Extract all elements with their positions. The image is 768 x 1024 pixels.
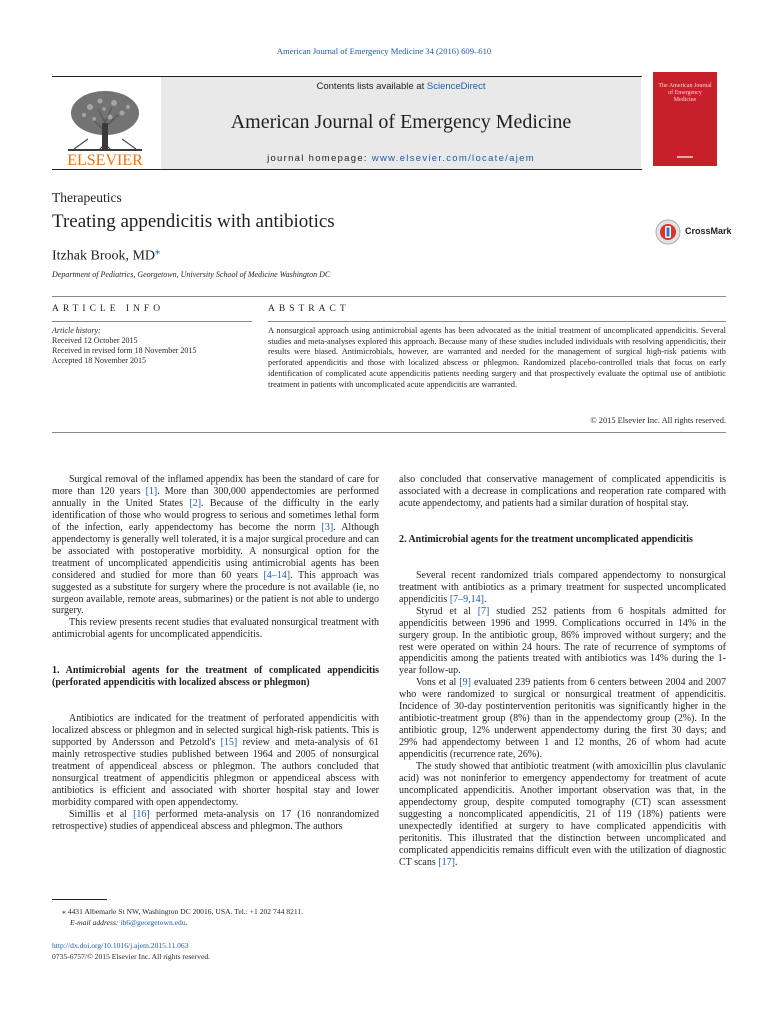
author-line [52,246,160,265]
author-email-link[interactable]: ib6@georgetown.edu [120,917,186,927]
journal-name: American Journal of Emergency Medicine [230,111,572,133]
history-accepted: Accepted 18 November 2015 [52,356,146,365]
contents-line [161,81,641,92]
abstract-heading: ABSTRACT [268,304,350,314]
body-right-column [399,474,726,869]
text-run: The study showed that antibiotic treatment (with amoxicillin plus clavulanic acid) was not noninferior to emergency appendectomy for treatment of acute uncomplicated appendicitis. Another important observation was that, in the appendectomy group, despite computed tomography (CT) scan assessment suggesting a noncomplicated appendicitis, 21 of 119 (18%) patients were unexpectedly identified at surgery to have complicated appendicitis with peritonitis. This illustrated that the distinction between uncomplicated and complicated appendicitis remains difficult even with the utilization of diagnostic CT scans [399,761,726,868]
text-run: . This approach was suggested as a substitute for surgery where the procedure is not available (ie, no surgeon available, remote areas, submarines) or the patient is not able to undergo surgery. [52,569,380,617]
top-divider [52,296,726,297]
text-run: . Because of the difficulty in the early identification of those who would progress to serious and sometimes lethal form of the infection, early appendectomy has become the norm [52,497,379,533]
article-history [52,326,252,366]
homepage-prefix: journal homepage: [267,153,372,164]
author-name: Itzhak Brook, MD [52,248,156,264]
footnote-divider [52,899,107,900]
reference-link[interactable]: [7–9,14] [449,593,484,605]
abstract-text: A nonsurgical approach using antimicrobial agents has been advocated as the initial treatment of uncomplicated appendicitis. Several studies and meta-analyses explored this approach. Because many of these studies included individuals with resolving appendicitis, their results were biased. Antimicrobials, however, are warranted and needed for the management of surgical high-risk patients with perforated appendicitis and those with localized abscess or phlegmon. Randomized placebo-controlled trials that focus on early identification of complicated acute appendicitis patients needing surgery and that prospectively evaluate the optimal use of antibiotic treatment in patients with uncomplicated acute appendicitis are warranted. [268,326,726,389]
masthead-panel [161,77,641,169]
crossmark-icon [655,219,681,245]
cover-title: The American Journal of Emergency Medicine [658,83,712,103]
history-received: Received 12 October 2015 [52,336,138,345]
reference-link[interactable]: [1] [145,485,158,497]
crossmark-badge[interactable] [655,219,735,245]
text-run: Antibiotics are indicated for the treatment of perforated appendicitis with localized abscess or phlegmon and in selected surgical high-risk patients. This is supported by Andersson and Petzold's [52,713,379,749]
section-1-paragraph-2 [52,809,379,833]
reference-link[interactable]: [3] [321,521,334,533]
article-title: Treating appendicitis with antibiotics [52,211,335,232]
section-2-paragraph-2 [399,606,726,678]
text-run: Surgical removal of the inflamed appendix has been the standard of care for more than 120 years [52,474,379,497]
section-2-heading: 2. Antimicrobial agents for the treatment uncomplicated appendicitis [399,533,693,545]
doi-block [52,941,210,962]
history-label: Article history: [52,326,101,335]
reference-link[interactable]: [4–14] [263,569,291,581]
reference-link[interactable]: [9] [459,677,471,689]
text-run: Styrud et al [416,605,478,617]
intro-paragraph-2: This review presents recent studies that evaluated nonsurgical treatment with antimicrobial agents for uncomplicated appendicitis. [52,617,379,641]
reference-link[interactable]: [17] [438,856,455,868]
body-left-column [52,474,379,833]
text-run: . [454,856,458,868]
section-2-paragraph-3 [399,677,726,761]
footnote-mark: ⁎ [62,907,66,916]
section-1-heading: 1. Antimicrobial agents for the treatment of complicated appendicitis (perforated appendicitis with localized abscess or phlegmon) [52,665,379,689]
journal-homepage [161,153,641,164]
author-footnote [52,907,303,928]
article-info-divider [52,321,252,322]
footnote-address: 4431 Albemarle St NW, Washington DC 20016, USA. Tel.: +1 202 744 8211. [65,907,304,916]
journal-masthead [52,76,642,170]
sciencedirect-link[interactable]: ScienceDirect [426,81,486,92]
text-run: . Although appendectomy is generally well tolerated, it is a major surgical procedure and can be associated with postoperative morbidity. A nonsurgical option for the treatment of uncomplicated appendicitis using antimicrobial agents has been considered and studied for more than 60 years [52,521,379,581]
section-1-continuation: also concluded that conservative management of complicated appendicitis is associated with a decrease in complications and reoperation rate compared with acute appendectomy, and patients had a similar duration of hospital stay. [399,474,726,509]
history-revised: Received in revised form 18 November 2015 [52,346,197,355]
reference-link[interactable]: [15] [220,737,238,749]
homepage-link[interactable]: www.elsevier.com/locate/ajem [371,153,535,164]
text-run: studied 252 patients from 6 hospitals admitted for appendicitis between 1996 and 1999. Complications occurred in 14% in the surgery group. In the antibiotic group, 86% improved without surgery; and the rest were operated on within 24 hours. The rate of recurrence of symptoms of appendicitis among the patients treated with antibiotics was 14% during the 1-year follow-up. [399,605,726,677]
footnote-address-line [52,907,303,918]
section-2-paragraph-4 [399,761,726,869]
journal-cover [653,72,717,166]
abstract-divider [268,321,726,322]
text-run: . More than 300,000 appendectomies are performed annually in the United States [52,485,379,509]
crossmark-label: CrossMark [685,226,732,236]
cover-mark [677,156,693,158]
reference-link[interactable]: [16] [133,808,150,820]
intro-paragraph-1 [52,474,379,617]
abstract-bottom-divider [52,432,726,433]
elsevier-tree-logo [54,79,156,167]
author-footnote-mark[interactable]: ⁎ [155,246,161,257]
contents-prefix: Contents lists available at [316,81,427,92]
text-run: Simillis et al [69,808,134,820]
text-run: Vons et al [416,677,460,689]
article-section: Therapeutics [52,190,122,205]
text-run: performed meta-analysis on 17 (16 nonrandomized retrospective) studies of appendiceal abscess and phlegmon. The authors [52,808,379,832]
email-end: . [185,917,188,927]
elsevier-wordmark: ELSEVIER [67,152,143,167]
abstract-copyright: © 2015 Elsevier Inc. All rights reserved. [590,416,726,425]
issn-line: 0735-6757/© 2015 Elsevier Inc. All rights reserved. [52,951,211,961]
section-1-paragraph-1 [52,713,379,809]
reference-link[interactable]: [7] [477,605,490,617]
text-run: . [484,593,487,605]
footnote-email-line [52,918,303,929]
text-run: review and meta-analysis of 61 mainly retrospective studies published between 1964 and 2005 of nonsurgical treatment of appendiceal abscess or phlegmon. The authors concluded that nonsurgical treatment of appendicitis phlegmon or appendiceal abscess with antibiotics is efficient and associated with shorter hospital stay and lower morbidity compared with open appendectomy. [52,737,379,808]
text-run: Several recent randomized trials compared appendectomy to nonsurgical treatment with antibiotics as a primary treatment for suspected uncomplicated appendicitis [399,569,726,605]
article-info-heading: ARTICLE INFO [52,304,165,314]
journal-citation[interactable]: American Journal of Emergency Medicine 34 (2016) 609–610 [276,46,492,56]
reference-link[interactable]: [2] [189,497,202,509]
text-run: evaluated 239 patients from 6 centers between 2004 and 2007 who were randomized to surgical or nonsurgical treatment of appendicitis. Incidence of 30-day postintervention peritonitis was significantly higher in the antibiotic-treatment group (8%) than in the appendectomy group (2%). In the antibiotic group, 12% underwent appendectomy during the first 30 days; and 29% had appendectomy between 1 and 12 months, 26 of whom had acute appendicitis (recurrence rate, 26%). [399,677,726,761]
email-label: E-mail address: [70,917,121,927]
doi-link[interactable]: http://dx.doi.org/10.1016/j.ajem.2015.11.063 [52,941,189,950]
author-affiliation: Department of Pediatrics, Georgetown, University School of Medicine Washington DC [52,270,331,279]
section-2-paragraph-1 [399,570,726,606]
